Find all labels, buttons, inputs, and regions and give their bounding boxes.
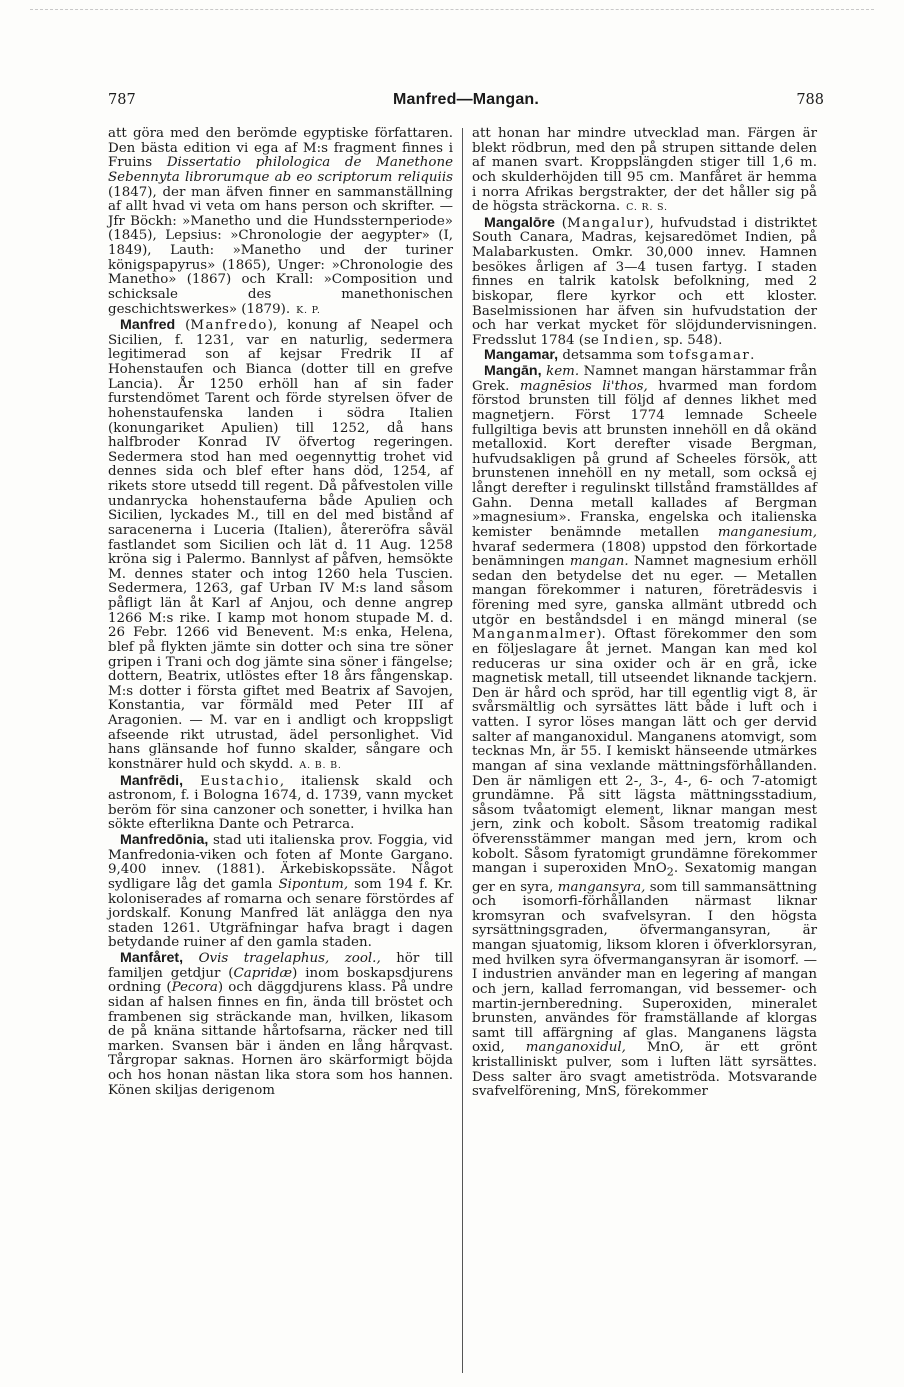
- entry-manetho-continuation: att göra med den berömde egyptiske författaren. Den bästa edition vi ega af M:s fragment finnes i Fruins Dissertatio philologica de Manethone Sebennyta librorumque ab eo scriptorum reliquiis (1847), der man äfven finner en sammanställning af allt hvad vi veta om hans person och skrifter. — Jfr Böckh: »Manetho und die Hundssternperiode» (1845), Lepsius: »Chronologie der aegypter» (I, 1849), Lauth: »Manetho und der turiner königspapyrus» (1865), Unger: »Chronologie des Manetho» (1867) och Krall: »Composition und schicksale des manethonischen geschichtswerkes» (1879). K. P.: [108, 126, 453, 317]
- top-edge-line: [30, 9, 874, 10]
- entry-mangamar: Mangamar, detsamma som tofsgamar.: [484, 347, 755, 364]
- running-title: Manfred—Mangan.: [392, 91, 540, 108]
- page-number-left: 787: [108, 92, 136, 108]
- page-header: [108, 92, 824, 112]
- headword: Manfred: [120, 317, 176, 334]
- headword: Mangalōre: [484, 214, 555, 231]
- right-column: [472, 127, 817, 1100]
- author-signature: C. R. S.: [626, 202, 668, 214]
- headword: Manfåret,: [120, 950, 184, 966]
- column-rule: [462, 128, 463, 1373]
- headword: Mangamar,: [484, 347, 559, 364]
- headword: Manfrēdi,: [120, 772, 184, 789]
- entry-manfredonia: Manfredōnia, stad uti italienska prov. Foggia, vid Manfredonia-viken och foten af Monte Gargano. 9,400 innev. (1881). Ärkebiskopssäte. Något sydligare låg det gamla Sipontum, som 194 f. Kr. koloniserades af romarna och senare förstördes af jordskalf. Konung Manfred lät anlägga den nya staden 1261. Utgräfningar hafva bragt i dagen betydande ruiner af den gamla staden.: [108, 832, 454, 951]
- left-column: [108, 127, 453, 1098]
- author-signature: K. P.: [296, 304, 321, 316]
- entry-mangan: Mangān, kem. Namnet mangan härstammar från Grek. magnēsios li'thos, hvarmed man fordom förstod brunsten till följd af dennes likhet med magnetjern. Först 1774 lemnade Scheele fullgiltiga bevis att brunsten innehöll en då okänd metalloxid. Kort derefter visade Bergman, hufvudsakligen på grund af Scheeles försök, att brunstenen innehöll en ny metall, som också ej långt derefter i regulinskt tillstånd framställdes af Gahn. Denna metall kallades af Bergman »magnesium». Franska, engelska och italienska kemister benämnde metallen manganesium, hvaraf sedermera (1808) uppstod den förkortade benämningen mangan. Namnet magnesium erhöll sedan den betydelse det nu eger. — Metallen mangan förekommer i naturen, företrädesvis i förening med syre, ganska allmänt utbredd och utgör en beståndsdel i en mängd mineral (se Manganmalmer). Oftast förekommer den som en följeslagare åt jernet. Mangan kan med kol reduceras ur sina oxider och är en grå, icke magnetisk metall, till utseendet liknande tackjern. Den är hård och spröd, har till egentlig vigt 8, är svårsmältlig och syrsättes lätt både i luft och i vatten. I syror löses mangan lätt och ger dervid salter af manganoxidul. Manganens atomvigt, som tecknas Mn, är 55. I kemiskt hänseende utmärkes mangan af sina vexlande mättningsförhållanden. Den är nämligen ett 2-, 3-, 4-, 6- och 7-atomigt grundämne. På sitt lägsta mättningsstadium, såsom tvåatomigt element, liknar mangan mest jern, zink och kobolt. Såsom treatomig radikal öfverensstämmer mangan med jern, krom och kobolt. Såsom fyratomigt grundämne förekommer mangan i superoxiden MnO$_2$. Sexatomig mangan ger en syra, mangansyra, som till sammansättning och isomorfi-förhållanden närmast liknar kromsyran och svafvelsyran. I den högsta syrsättningsgraden, öfvermangansyran, är mangan sjuatomig, liksom kloren i öfverklorsyran, med hvilken syra öfvermangansyran är isomorf. — I industrien använder man en legering af mangan och jern, kallad ferromangan, vid bessemer- och martin-jernberedning. Superoxiden, mineralet brunsten, användes för framställande af klorgas samt till affärgning af glas. Manganens lägsta oxid, manganoxidul, MnO, är ett grönt kristalliniskt pulver, som i luften lätt syrsättes. Dess salter äro svagt ametiströda. Motsvarande svafvelförening, MnS, förekommer: [472, 363, 818, 1100]
- headword: Manfredōnia,: [120, 832, 209, 848]
- page-number-right: 788: [796, 92, 824, 108]
- entry-manfaret-continuation: att honan har mindre utvecklad man. Färgen är blekt rödbrun, med den på strupen sittande delen af manen svart. Kroppslängden stiger till 1,6 m. och skulderhöjden till 95 cm. Manfåret är hemma i norra Afrikas bergstrakter, der det håller sig på de högsta sträckorna. C. R. S.: [472, 126, 817, 215]
- entry-manfred: Manfred (Manfredo), konung af Neapel och Sicilien, f. 1231, var en naturlig, sedermera legitimerad son af kejsar Fredrik II af Hohenstaufen och Bianca (dotter till en grefve Lancia). År 1250 erhöll han af sin fader furstendömet Tarent och förde styrelsen öfver de hohenstaufenska landen i södra Italien (konungariket Apulien) till 1252, då hans halfbroder Konrad IV öfvertog regeringen. Sedermera stod han med oegennyttig trohet vid dennes sida och blef efter hans död, 1254, af rikets store utsedd till regent. Då påfvestolen ville undanrycka hohenstauferna både Apulien och Sicilien, lyckades M., till en del med bistånd af saracenerna i Luceria (Italien), återeröfra såväl fastlandet som Sicilien och lät d. 11 Aug. 1258 kröna sig i Palermo. Bannlyst af påfven, hemsökte M. dennes stater och intog 1260 hela Tuscien. Sedermera, 1263, gaf Urban IV M:s land såsom påfligt län åt Karl af Anjou, och denne angrep 1266 M:s rike. I kamp mot honom stupade M. d. 26 Febr. 1266 vid Benevent. M:s enka, Helena, blef på flykten jämte sin dotter och sina tre söner gripen i Trani och dog jämte sina söner i fängelse; dottern, Beatrix, utlöstes efter 18 års fångenskap. M:s dotter i första giftet med Beatrix af Savojen, Konstantia, var förmäld med Peter III af Aragonien. — M. var en i andligt och kroppsligt afseende rikt utrustad, ädel personlighet. Vid hans glänsande hof funno skalder, sångare och konstnärer huld och skydd. A. B. B.: [108, 317, 454, 772]
- entry-manfaret: Manfåret, Ovis tragelaphus, zool., hör till familjen getdjur (Capridæ) inom boskapsdjurens ordning (Pecora) och däggdjurens klass. På undre sidan af halsen finnes en fin, ända till bröstet och frambenen sig sträckande man, hvilken, likasom de på knäna sittande hårtofsarna, räcker ned till marken. Svansen bär i änden en lång hårqvast. Tårgropar saknas. Hornen äro skärformigt böjda och hos honan nästan lika stora som hos hannen. Könen skiljas derigenom: [108, 950, 453, 1098]
- headword: Mangān,: [484, 363, 542, 379]
- author-signature: A. B. B.: [299, 759, 342, 771]
- entry-mangalore: Mangalōre (Mangalur), hufvudstad i distriktet South Canara, Madras, kejsaredömet Indien, på Malabarkusten. Omkr. 30,000 innev. Hamnen besökes årligen af 3—4 tusen fartyg. I staden finnes en talrik katolsk befolkning, med 2 biskopar, flere kyrkor och ett kloster. Baselmissionen har äfven sin hufvudstation der och har verkat mycket för slöjdundervisningen. Fredsslut 1784 (se Indien, sp. 548).: [472, 214, 818, 348]
- entry-manfredi: Manfrēdi, Eustachio, italiensk skald och astronom, f. i Bologna 1674, d. 1739, vann mycket beröm för sina canzoner och sonetter, i hvilka han sökte efterlikna Dante och Petrarca.: [108, 772, 453, 833]
